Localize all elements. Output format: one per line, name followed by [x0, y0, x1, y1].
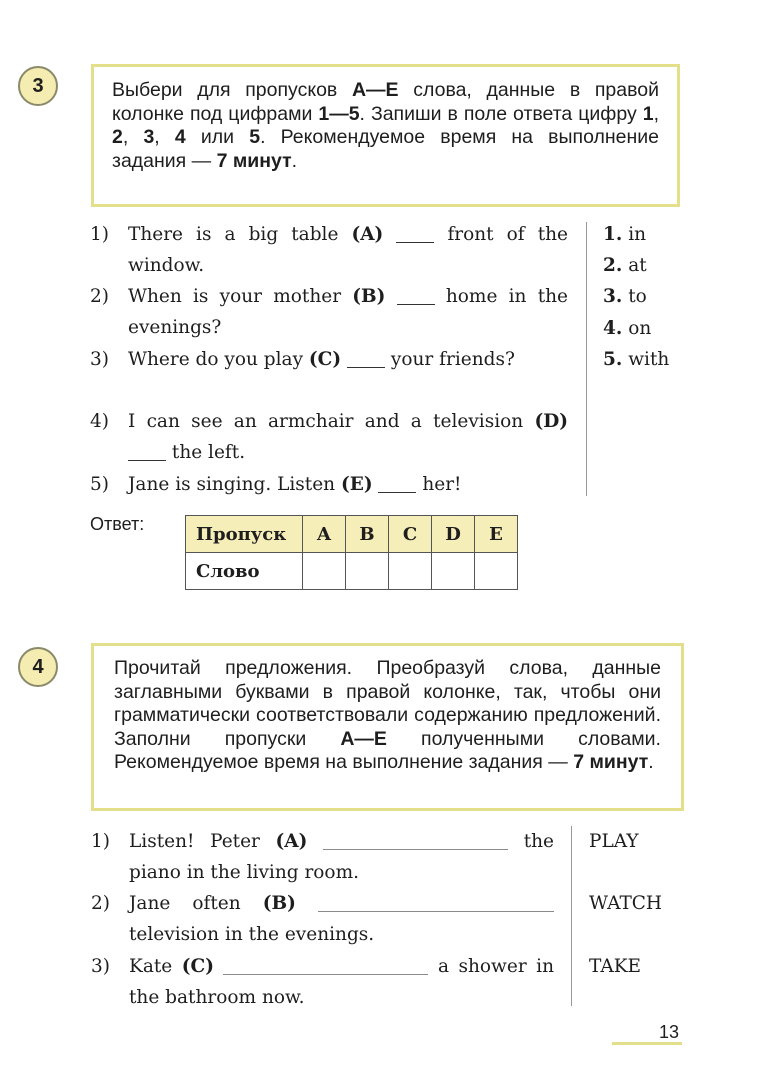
- task-instruction-box: [91, 643, 684, 811]
- answer-blank[interactable]: [347, 349, 385, 369]
- question-item: 5) Jane is singing. Listen (E) her!: [90, 474, 462, 495]
- letter-cell: E: [475, 516, 518, 553]
- task-instruction: Прочитай предложения. Преобразуй слова, данные заглавными буквами в правой колонке, так, чтобы они грамматически соответствовали содержанию предложений. Заполни пропуски A—E полученными словами. Рекомендуемое время на выполнение задания — 7 минут.: [114, 657, 661, 773]
- base-word: PLAY: [589, 831, 639, 852]
- task-instruction: Выбери для пропусков A—E слова, данные в правой колонке под цифрами 1—5. Запиши в поле ответа цифру 1, 2, 3, 4 или 5. Рекомендуемое время на выполнение задания — 7 минут.: [112, 79, 660, 172]
- answer-cell[interactable]: [346, 553, 389, 590]
- answer-table-input-row: [186, 553, 518, 590]
- task-number-badge: [18, 647, 58, 687]
- question-item: 3) Kate (C) a shower in the bathroom now.: [91, 956, 554, 1008]
- answer-table-header-row: [186, 516, 518, 553]
- question-item: 2) When is your mother (B) home in the evenings?: [90, 286, 568, 338]
- answer-table: [185, 515, 518, 590]
- task-number: 4: [32, 655, 44, 678]
- letter-cell: A: [303, 516, 346, 553]
- answer-blank[interactable]: [397, 286, 435, 306]
- base-word: TAKE: [589, 956, 642, 977]
- page-number: 13: [659, 1022, 680, 1042]
- column-divider: [571, 826, 572, 1006]
- column-divider: [586, 222, 587, 496]
- question-item: 1) There is a big table (A) front of the window.: [90, 224, 568, 276]
- answer-label: Ответ:: [90, 514, 145, 534]
- question-item: 1) Listen! Peter (A) the piano in the living room.: [91, 831, 554, 883]
- letter-cell: C: [389, 516, 432, 553]
- option-item: 4. on: [603, 318, 652, 339]
- option-item: 5. with: [603, 349, 670, 370]
- letter-cell: B: [346, 516, 389, 553]
- answer-blank[interactable]: [323, 831, 508, 851]
- answer-cell[interactable]: [475, 553, 518, 590]
- question-item: 2) Jane often (B) television in the evenings.: [91, 888, 554, 950]
- question-item: 3) Where do you play (C) your friends?: [90, 349, 515, 370]
- option-item: 1. in: [603, 224, 647, 245]
- letter-cell: D: [432, 516, 475, 553]
- answer-blank[interactable]: [378, 474, 416, 494]
- row-label: Слово: [186, 553, 303, 590]
- answer-blank[interactable]: [223, 956, 428, 976]
- answer-blank[interactable]: [128, 442, 166, 462]
- option-item: 2. at: [603, 255, 647, 276]
- base-word: WATCH: [589, 893, 663, 914]
- row-label: Пропуск: [186, 516, 303, 553]
- option-item: 3. to: [603, 286, 647, 307]
- question-item: 4) I can see an armchair and a television (D) the left.: [90, 411, 568, 463]
- answer-cell[interactable]: [303, 553, 346, 590]
- task-number-badge: [18, 66, 58, 106]
- answer-blank[interactable]: [396, 224, 434, 244]
- answer-cell[interactable]: [389, 553, 432, 590]
- task-number: 3: [32, 74, 44, 97]
- task-instruction-box: [91, 64, 680, 207]
- answer-cell[interactable]: [432, 553, 475, 590]
- answer-blank[interactable]: [318, 893, 554, 913]
